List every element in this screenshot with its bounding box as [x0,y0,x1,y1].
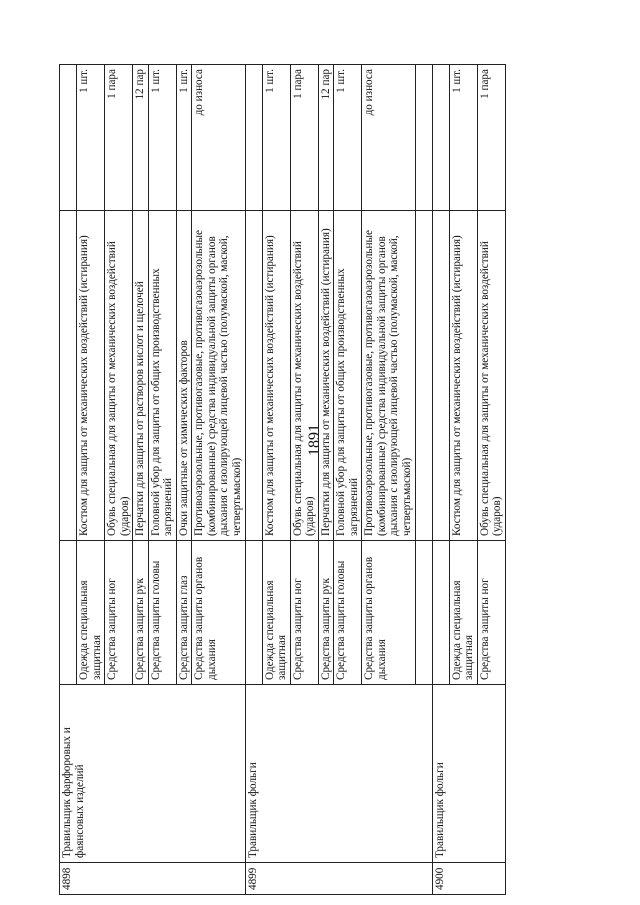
ppe-quantity: 1 пара [290,65,318,211]
empty-cell [60,541,77,685]
ppe-item: Костюм для защиты от механических воздействий (истирания) [77,211,105,541]
row-number: 4898 [60,863,246,895]
ppe-category: Средства защиты рук [133,541,149,685]
ppe-category: Средства защиты ног [290,541,318,685]
ppe-item: Костюм для защиты от механических воздействий (истирания) [262,211,290,541]
ppe-category: Средства защиты органов дыхания [192,541,245,685]
ppe-item: Обувь специальная для защиты от механических воздействий (ударов) [105,211,133,541]
ppe-quantity: до износа [192,65,245,211]
ppe-category: Одежда специальная защитная [262,541,290,685]
ppe-item: Перчатки для защиты от растворов кислот и щелочей [133,211,149,541]
empty-cell [415,211,432,541]
ppe-item: Головной убор для защиты от общих производственных загрязнений [148,211,176,541]
ppe-category: Средства защиты ног [105,541,133,685]
ppe-quantity: 12 пар [318,65,334,211]
ppe-item: Очки защитные от химических факторов [176,211,192,541]
table-row [432,65,449,895]
ppe-category: Одежда специальная защитная [449,541,477,685]
ppe-item: Противоаэрозольные, противогазовые, противогазоаэрозольные (комбинированные) средства индивидуальной защиты органов дыхания с изолирующей лицевой частью (полумаской, маской, четвертьмаской) [192,211,245,541]
table-row [60,65,77,895]
row-number: 4900 [432,863,505,895]
empty-cell [415,65,432,211]
ppe-item: Перчатки для защиты от механических воздействий (истирания) [318,211,334,541]
ppe-category: Средства защиты головы [148,541,176,685]
ppe-category: Средства защиты ног [477,541,505,685]
ppe-item: Обувь специальная для защиты от механических воздействий (ударов) [477,211,505,541]
page-number: 1891 [306,424,323,456]
ppe-item: Противоаэрозольные, противогазовые, противогазоаэрозольные (комбинированные) средства индивидуальной защиты органов дыхания с изолирующей лицевой частью (полумаской, маской, четвертьмаской) [362,211,415,541]
ppe-quantity: 1 шт. [449,65,477,211]
empty-cell [60,211,77,541]
ppe-category: Средства защиты глаз [176,541,192,685]
ppe-item: Головной убор для защиты от общих производственных загрязнений [334,211,362,541]
ppe-category: Одежда специальная защитная [77,541,105,685]
profession-name: Травильщик фольги [245,685,432,863]
empty-cell [432,65,449,211]
ppe-quantity: 1 шт. [77,65,105,211]
empty-cell [245,65,262,211]
profession-name: Травильщик фарфоровых и фаянсовых изделий [60,685,246,863]
ppe-category: Средства защиты рук [318,541,334,685]
ppe-quantity: 1 пара [477,65,505,211]
ppe-item: Костюм для защиты от механических воздействий (истирания) [449,211,477,541]
profession-name: Травильщик фольги [432,685,505,863]
ppe-table-sheet [59,65,552,895]
ppe-quantity: 12 пар [133,65,149,211]
ppe-quantity: 1 шт. [262,65,290,211]
empty-cell [245,541,262,685]
empty-cell [415,541,432,685]
empty-cell [432,211,449,541]
ppe-quantity: 1 шт. [176,65,192,211]
ppe-norms-table [59,64,506,895]
ppe-category: Средства защиты головы [334,541,362,685]
ppe-quantity: 1 шт. [334,65,362,211]
empty-cell [245,211,262,541]
ppe-category: Средства защиты органов дыхания [362,541,415,685]
ppe-quantity: 1 шт. [148,65,176,211]
ppe-item: Обувь специальная для защиты от механических воздействий (ударов) [290,211,318,541]
ppe-quantity: до износа [362,65,415,211]
row-number: 4899 [245,863,432,895]
empty-cell [60,65,77,211]
empty-cell [432,541,449,685]
ppe-quantity: 1 пара [105,65,133,211]
table-row [245,65,262,895]
